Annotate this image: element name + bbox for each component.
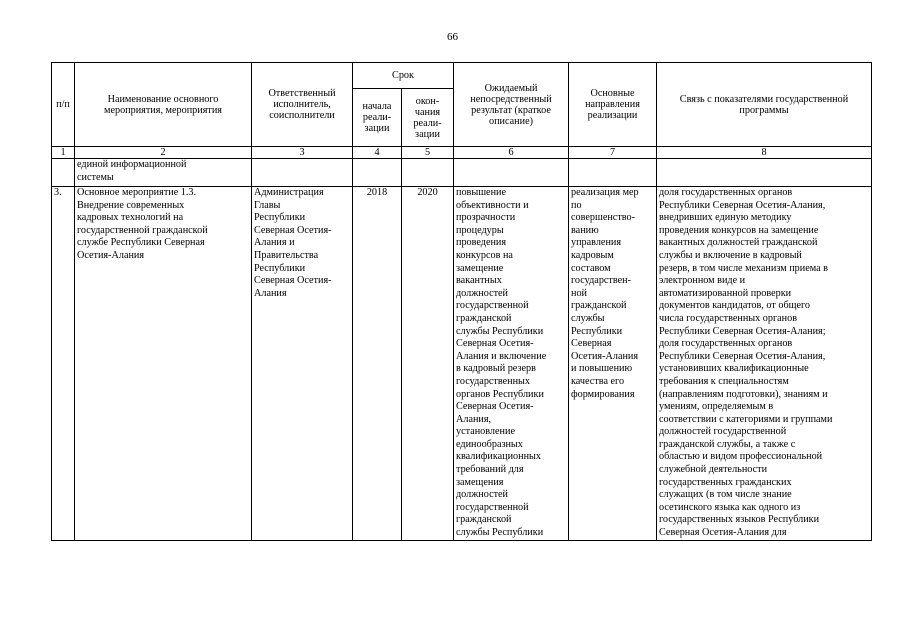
header-directions: Основные направления реализации xyxy=(569,63,657,147)
program-indicators-link: доля государственных органов Республики Северная Осетия-Алания, внедривших единую методику проведения конкурсов на замещение вакантных должностей гражданской службы и включение в кадровый резерв, в том числе механизм приема в электронном виде и автоматизированной проверки документов кандидатов, от общего числа государственных органов Республики Северная Осетия-Алания; доля государственных органов Республики Северная Осетия-Алания, установивших квалификационные требования к специальностям (направлениям подготовки), знаниям и умениям, определяемым в соответствии с категориями и группами должностей государственной гражданской службы, а также с областью и видом профессиональной служебной деятельности государственных гражданских служащих (в том числе знание осетинского языка как одного из государственных языков Республики Северная Осетия-Алания для xyxy=(657,187,872,541)
measures-table xyxy=(51,62,872,541)
expected-result: повышение объективности и прозрачности процедуры проведения конкурсов на замещение вакантных должностей государственной гражданской службы Республики Северная Осетия- Алания и включение в кадровый резерв государственных органов Республики Северная Осетия- Алания, установление единообразных квалификационных требований для замещения должностей государственной гражданской службы Республики xyxy=(454,187,569,541)
header-link: Связь с показателями государственной программы xyxy=(657,63,872,147)
header-term: Срок xyxy=(353,63,454,89)
index-cell: 5 xyxy=(402,147,454,159)
end-year: 2020 xyxy=(402,187,454,541)
measure-name: Основное мероприятие 1.3. Внедрение современных кадровых технологий на государственной гражданской службе Республики Северная Осетия-Алания xyxy=(75,187,252,541)
header-responsible: Ответственный исполнитель, соисполнители xyxy=(252,63,353,147)
continuation-name: единой информационной системы xyxy=(75,159,252,187)
index-cell: 1 xyxy=(52,147,75,159)
page-number: 66 xyxy=(447,31,458,43)
header-start: начала реали- зации xyxy=(353,89,402,147)
main-directions: реализация мер по совершенство- ванию управления кадровым составом государствен- ной гражданской службы Республики Северная Осетия-Алания и повышению качества его формирования xyxy=(569,187,657,541)
index-cell: 7 xyxy=(569,147,657,159)
index-cell: 4 xyxy=(353,147,402,159)
index-cell: 3 xyxy=(252,147,353,159)
header-num: п/п xyxy=(52,63,75,147)
header-name: Наименование основного мероприятия, мероприятия xyxy=(75,63,252,147)
start-year: 2018 xyxy=(353,187,402,541)
index-row xyxy=(52,147,872,159)
header-end: окон- чания реали- зации xyxy=(402,89,454,147)
index-cell: 8 xyxy=(657,147,872,159)
index-cell: 6 xyxy=(454,147,569,159)
responsible-executor: Администрация Главы Республики Северная Осетия- Алания и Правительства Республики Северная Осетия- Алания xyxy=(252,187,353,541)
continuation-row xyxy=(52,159,872,187)
header-result: Ожидаемый непосредственный результат (краткое описание) xyxy=(454,63,569,147)
row-number: 3. xyxy=(52,187,75,541)
table-row xyxy=(52,187,872,541)
index-cell: 2 xyxy=(75,147,252,159)
